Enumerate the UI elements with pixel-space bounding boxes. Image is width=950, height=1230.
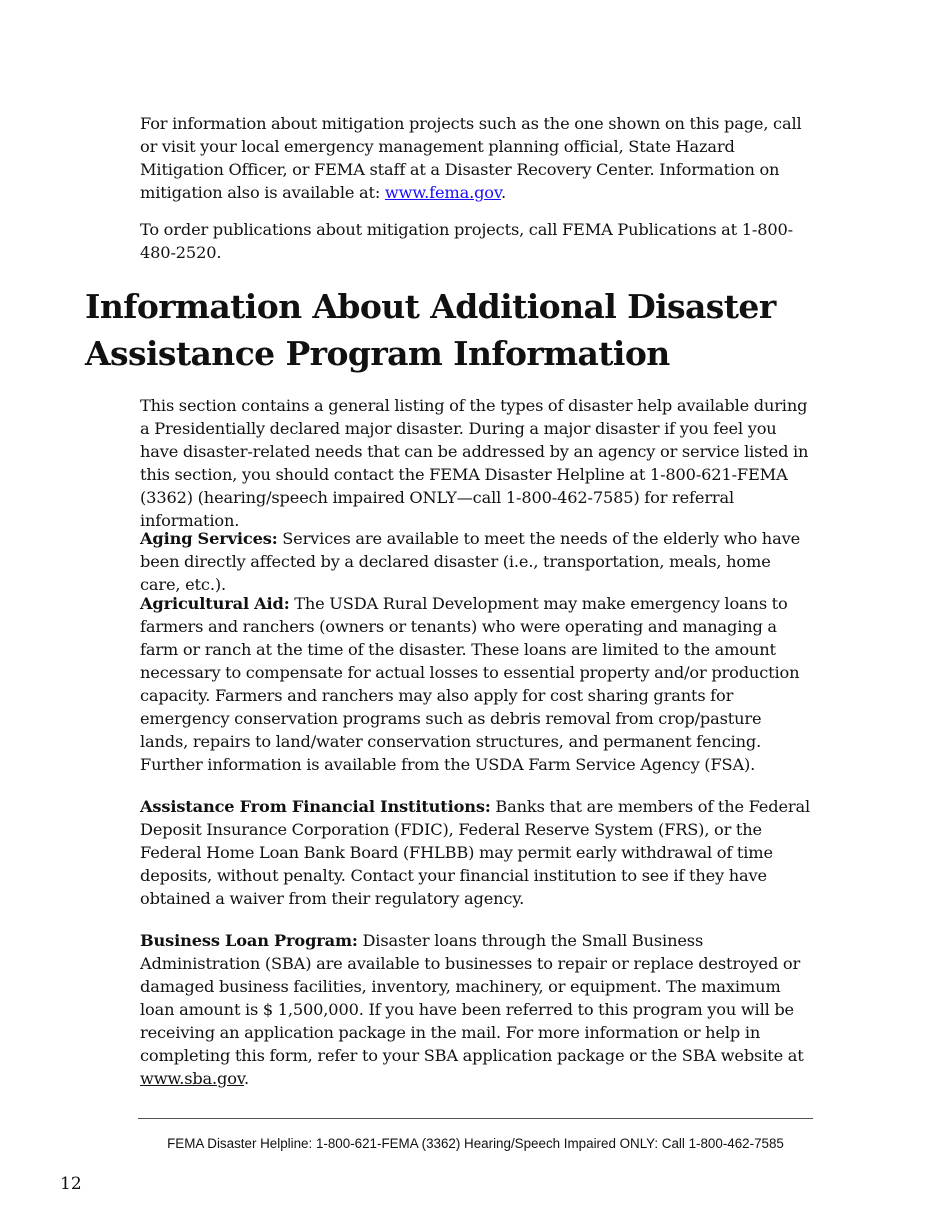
business-loan-paragraph: [140, 929, 812, 1090]
intro-text-end: .: [500, 183, 506, 202]
section-heading: Information About Additional Disaster Assistance Program Information: [85, 287, 776, 373]
agricultural-aid-paragraph: [140, 592, 812, 776]
agricultural-aid-text: The USDA Rural Development may make emergency loans to farmers and ranchers (owners or tenants) who were operating and managing a farm or ranch at the time of the disaster. These loans are limited to the amount necessary to compensate for actual losses to essential property and/or production capacity. Farmers and ranchers may also apply for cost sharing grants for emergency conservation programs such as debris removal from crop/pasture lands, repairs to land/water conservation structures, and permanent fencing. Further information is available from the USDA Farm Service Agency (FSA).: [140, 594, 800, 774]
business-loan-text: Disaster loans through the Small Business Administration (SBA) are available to businesses to repair or replace destroyed or damaged business facilities, inventory, machinery, or equipment. The maximum loan amount is $ 1,500,000. If you have been referred to this program you will be receiving an application package in the mail. For more information or help in completing this form, refer to your SBA application package or the SBA website at: [140, 931, 804, 1065]
business-loan-text-end: .: [243, 1069, 249, 1088]
aging-services-text: Services are available to meet the needs of the elderly who have been directly affected by a declared disaster (i.e., transportation, meals, home care, etc.).: [140, 529, 801, 594]
section-intro-paragraph: This section contains a general listing of the types of disaster help available during a Presidentially declared major disaster. During a major disaster if you feel you have disaster-related needs that can be addressed by an agency or service listed in this section, you should contact the FEMA Disaster Helpline at 1-800-621-FEMA (3362) (hearing/speech impaired ONLY—call 1-800-462-7585) for referral information.: [140, 396, 809, 530]
aging-services-paragraph: [140, 527, 812, 596]
page-number: 12: [60, 1174, 82, 1194]
sba-website-link[interactable]: www.sba.gov: [140, 1069, 244, 1088]
business-loan-label: Business Loan Program:: [140, 931, 358, 950]
footer-divider: [138, 1118, 813, 1119]
intro-paragraph-publications: To order publications about mitigation projects, call FEMA Publications at 1-800-480-2520.: [140, 220, 793, 262]
aging-services-label: Aging Services:: [140, 529, 278, 548]
financial-institutions-paragraph: [140, 795, 812, 910]
financial-institutions-label: Assistance From Financial Institutions:: [140, 797, 491, 816]
footer-helpline: FEMA Disaster Helpline: 1-800-621-FEMA (3362) Hearing/Speech Impaired ONLY: Call 1-800-462-7585: [167, 1136, 784, 1151]
agricultural-aid-label: Agricultural Aid:: [140, 594, 290, 613]
intro-paragraph-mitigation: [140, 112, 812, 204]
financial-institutions-text: Banks that are members of the Federal Deposit Insurance Corporation (FDIC), Federal Reserve System (FRS), or the Federal Home Loan Bank Board (FHLBB) may permit early withdrawal of time deposits, without penalty. Contact your financial institution to see if they have obtained a waiver from their regulatory agency.: [140, 797, 810, 908]
intro-text: For information about mitigation projects such as the one shown on this page, call or visit your local emergency management planning official, State Hazard Mitigation Officer, or FEMA staff at a Disaster Recovery Center. Information on mitigation also is available at:: [140, 114, 802, 202]
fema-website-link[interactable]: www.fema.gov: [384, 183, 501, 202]
